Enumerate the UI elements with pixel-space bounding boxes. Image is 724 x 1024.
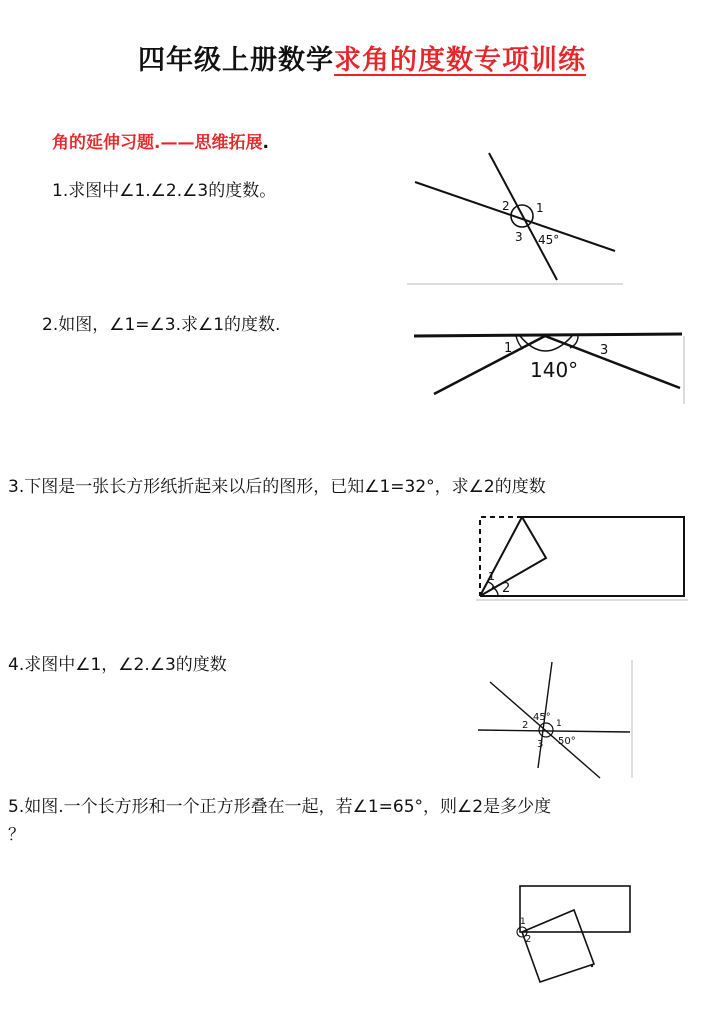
subtitle-tail: . (262, 133, 269, 153)
question-4-text: 4.求图中∠1，∠2.∠3的度数 (8, 655, 227, 675)
figure-4-three-lines (476, 658, 636, 782)
fig1-label-1: 1 (536, 201, 544, 215)
question-1-text: 1.求图中∠1.∠2.∠3的度数。 (52, 181, 277, 201)
fig5-square (522, 910, 594, 982)
fig4-label-3: 3 (537, 739, 544, 750)
question-2-text: 2.如图，∠1=∠3.求∠1的度数. (42, 315, 281, 335)
subtitle-text: 角的延伸习题.——思维拓展 (52, 133, 263, 153)
figure-3-folded-rectangle (474, 512, 690, 604)
title-highlight: 求角的度数专项训练 (334, 45, 586, 76)
page-title (0, 38, 724, 77)
figure-1-intersecting-lines (405, 150, 627, 288)
fig1-angle-45: 45° (538, 233, 560, 247)
fig1-label-3: 3 (515, 230, 523, 244)
section-subtitle (52, 128, 269, 153)
fig2-base-line (414, 334, 682, 336)
fig1-line-b (489, 153, 560, 280)
fig3-label-2: 2 (502, 581, 511, 596)
question-5-text-line2: ？ (8, 825, 25, 845)
fig4-label-1: 1 (556, 719, 562, 729)
fig4-angle-50: 50° (558, 736, 576, 747)
fig1-label-2: 2 (502, 199, 510, 213)
fig4-horizontal-line (478, 730, 630, 732)
fig2-angle-arc (520, 336, 572, 351)
fig2-label-3: 3 (600, 343, 609, 358)
fig4-label-2: 2 (522, 720, 529, 731)
question-5-text-line1: 5.如图.一个长方形和一个正方形叠在一起，若∠1=65°，则∠2是多少度 (8, 797, 552, 817)
fig5-label-2: 2 (525, 934, 532, 945)
question-3-text: 3.下图是一张长方形纸折起来以后的图形，已知∠1=32°，求∠2的度数 (8, 477, 546, 497)
fig5-label-1: 1 (520, 917, 526, 927)
fig3-rect (480, 517, 684, 596)
fig2-label-1: 1 (504, 341, 513, 356)
fig5-dot (591, 965, 593, 967)
fig4-angle-45: 45° (533, 712, 551, 723)
fig2-angle-140: 140° (530, 358, 579, 382)
title-prefix: 四年级上册数学 (138, 45, 334, 76)
figure-5-rect-and-square (508, 880, 640, 984)
fig3-label-1: 1 (488, 570, 495, 583)
fig3-folded-flap (480, 517, 546, 596)
figure-2-angles-on-line (410, 322, 690, 406)
